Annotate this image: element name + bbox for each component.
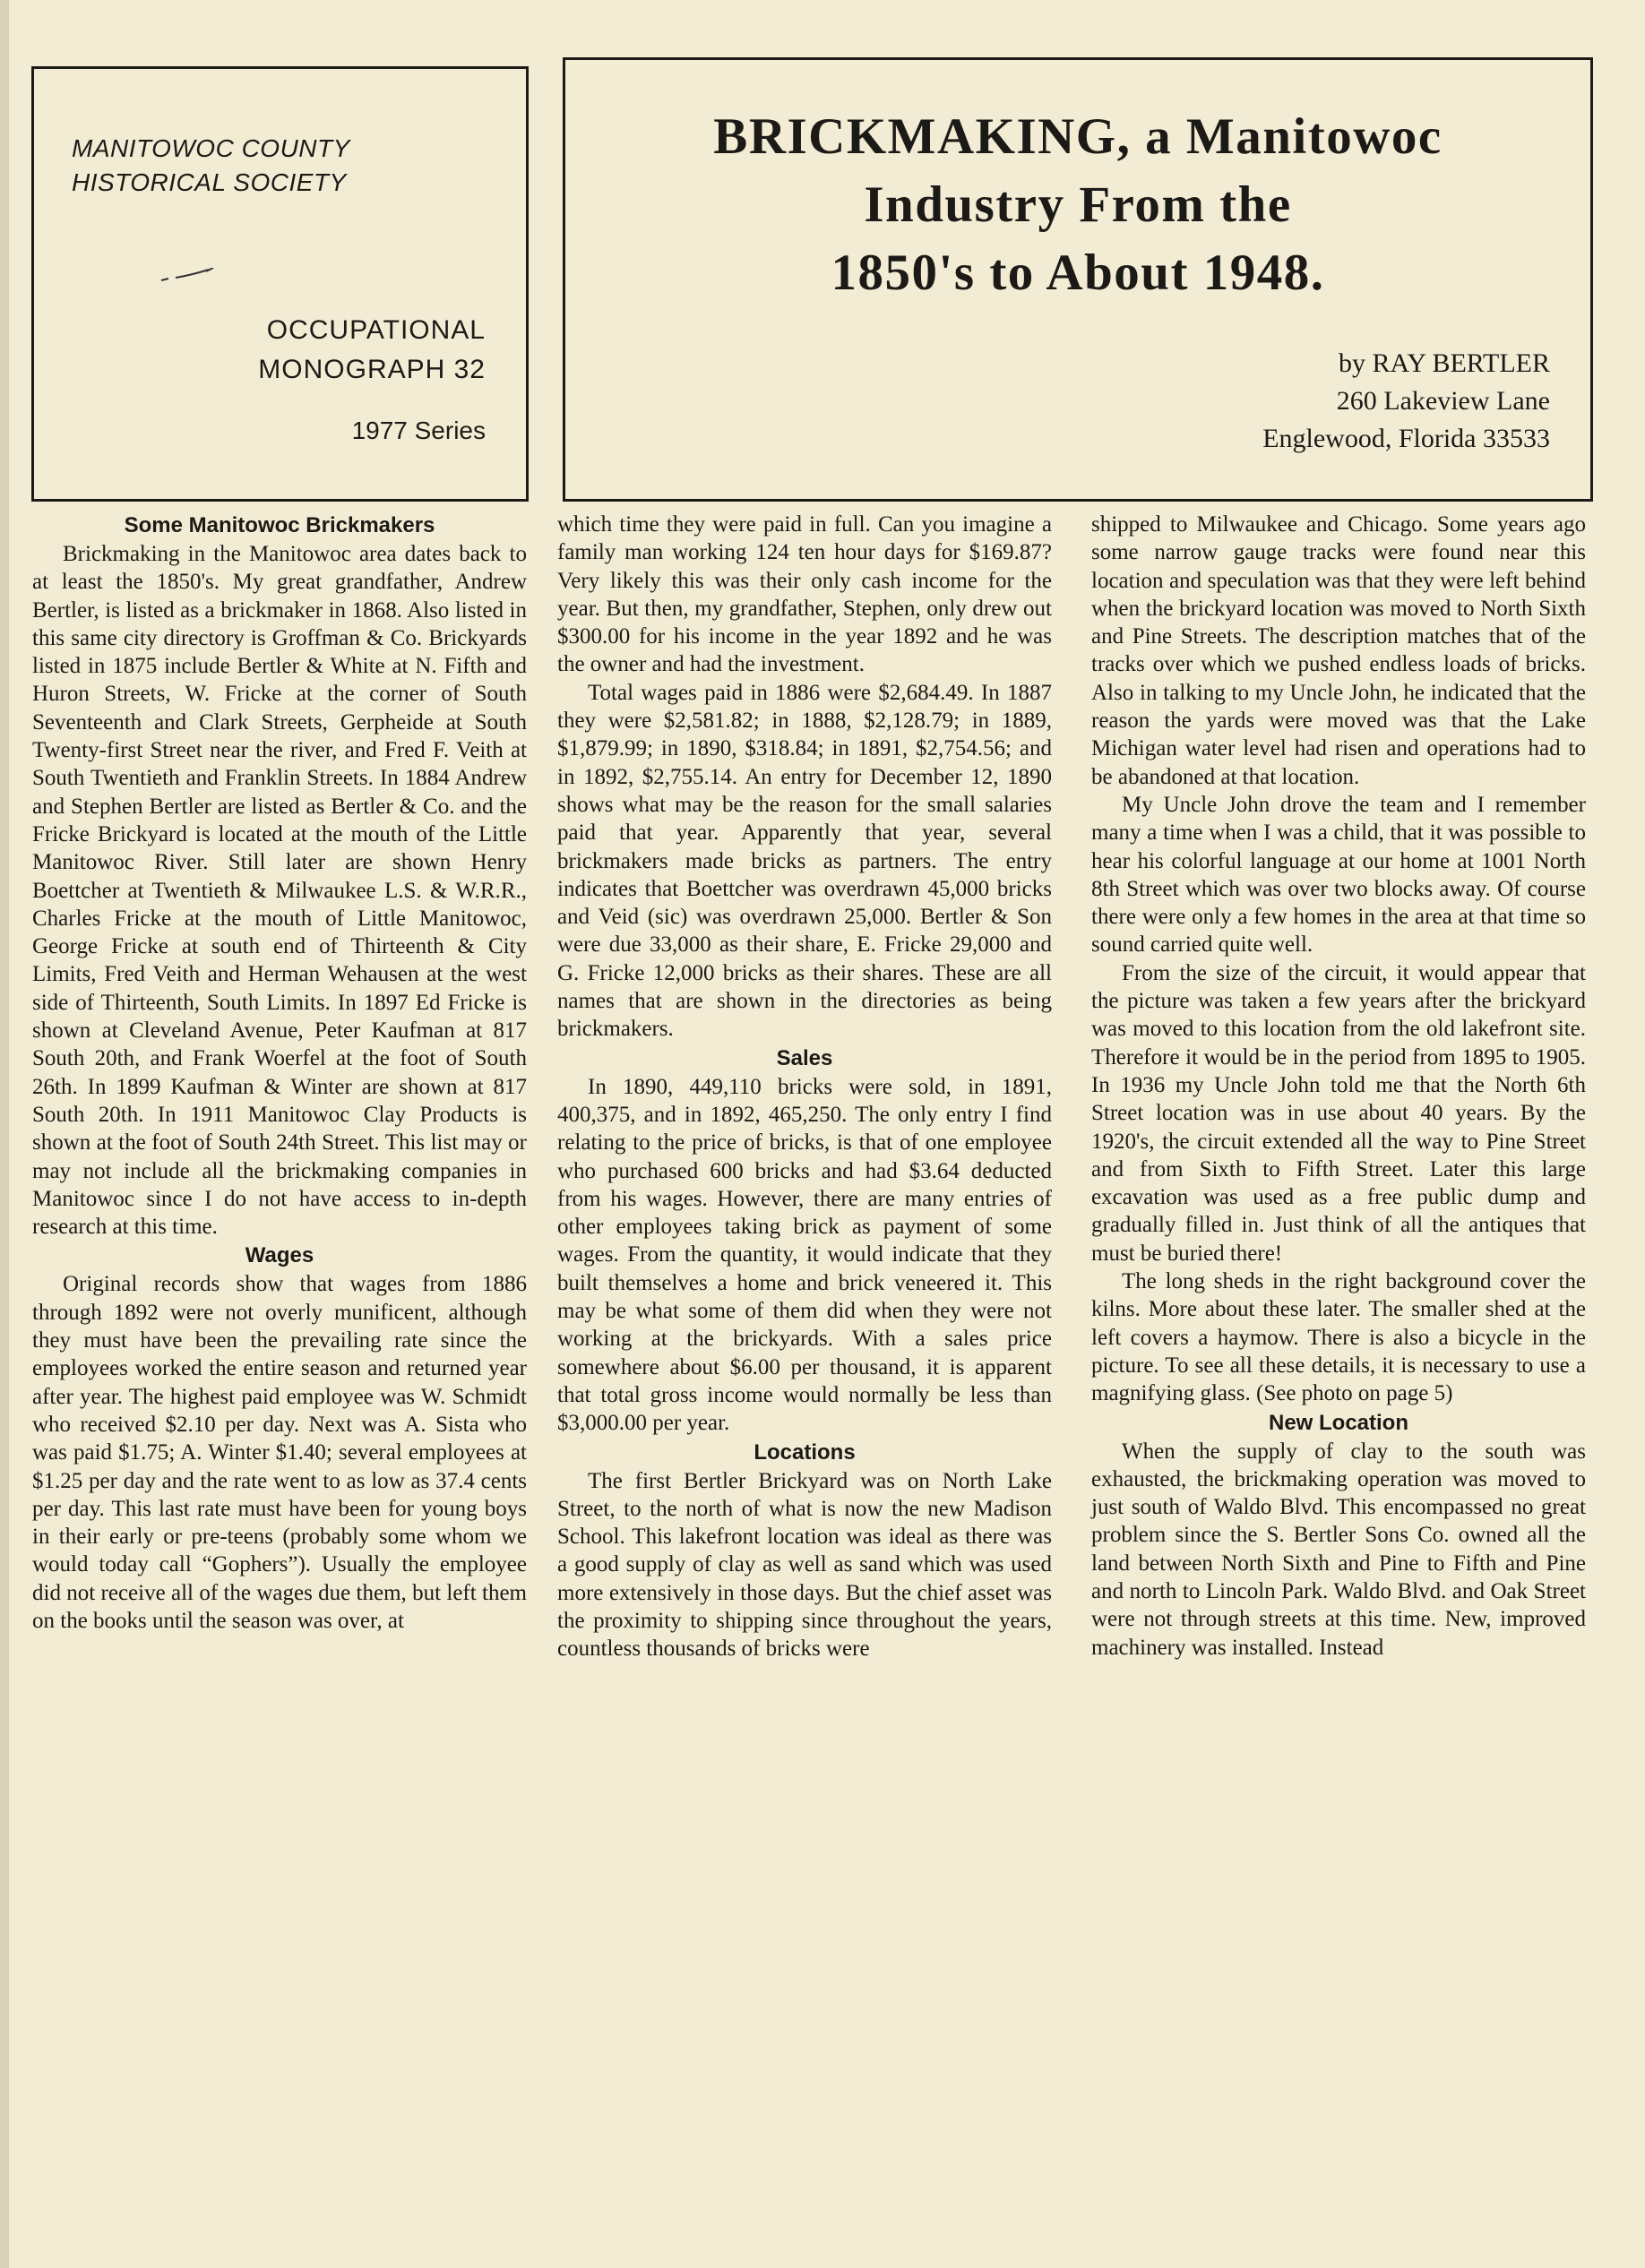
society-name [72,132,350,200]
title-box [563,57,1593,502]
paragraph: My Uncle John drove the team and I remember many a time when I was a child, that it was possible to hear his colorful language at our home at 1001 North 8th Street which was over two blocks away. Of course there were only a few homes in the area at that time so sound carried quite well. [1091,792,1586,958]
section-heading-wages: Wages [245,1243,314,1268]
paragraph: From the size of the circuit, it would appear that the picture was taken a few years after the brickyard was moved to this location from the old lakefront site. Therefore it would be in the period from 1895 to 1905. In 1936 my Uncle John told me that the North 6th Street location was in use about 40 years. By the 1920's, the circuit extended all the way to Pine Street and from Sixth to Fifth Street. Later this large excavation was used as a free public dump and gradually filled in. Just think of all the antiques that must be buried there! [1091,960,1586,1266]
section-heading-brickmakers: Some Manitowoc Brickmakers [124,513,435,537]
byline-author: by RAY BERTLER [1338,348,1550,378]
paragraph: Total wages paid in 1886 were $2,684.49. In 1887 they were $2,581.82; in 1888, $2,128.79; in 1889, $1,879.99; in 1890, $318.84; in 1891, $2,754.56; and in 1892, $2,755.14. An entry for December 12, 1890 shows what may be the reason for the small salaries paid that year. Apparently that year, several brickmakers made bricks as partners. The entry indicates that Boettcher was overdrawn 45,000 bricks and Veid (sic) was overdrawn 25,000. Bertler & Son were due 33,000 as their share, E. Fricke 29,000 and G. Fricke 12,000 bricks as their shares. These are all names that are shown in the directories as being brickmakers. [557,680,1052,1042]
monograph-line-1: OCCUPATIONAL [266,315,486,345]
paragraph: In 1890, 449,110 bricks were sold, in 1891, 400,375, and in 1892, 465,250. The only entry I find relating to the price of bricks, is that of one employee who purchased 600 bricks and had $3.64 deducted from his wages. However, there are many entries of other employees taking brick as payment of some wages. From the quantity, it would indicate that they built themselves a home and brick veneered it. This may be what some of them did when they were not working at the brickyards. With a sales price somewhere about $6.00 per thousand, it is apparent that total gross income would normally be less than $3,000.00 per year. [557,1074,1052,1436]
society-box [31,66,529,502]
society-line-2: HISTORICAL SOCIETY [72,168,347,196]
paragraph: When the supply of clay to the south was exhausted, the brickmaking operation was moved to just south of Waldo Blvd. This encompassed no great problem since the S. Bertler Sons Co. owned all the land between North Sixth and Pine to Fifth and Pine and north to Lincoln Park. Waldo Blvd. and Oak Street were not through streets at this time. New, improved machinery was installed. Instead [1091,1439,1586,1660]
byline-street: 260 Lakeview Lane [1336,386,1550,416]
article-title [565,103,1590,307]
section-heading-locations: Locations [754,1439,856,1465]
article-column-3 [1091,511,1586,1662]
paragraph: The first Bertler Brickyard was on North Lake Street, to the north of what is now the new Madison School. This lakefront location was ideal as there was a good supply of clay as well as sand which was used more extensively in those days. But the chief asset was the proximity to shipping since throughout the years, countless thousands of bricks were [557,1468,1052,1662]
title-line-1: BRICKMAKING, a Manitowoc [713,108,1443,165]
paragraph: Brickmaking in the Manitowoc area dates back to at least the 1850's. My great grandfather, Andrew Bertler, is listed as a brickmaker in 1868. Also listed in this same city directory is Groffman & Co. Brickyards listed in 1875 include Bertler & White at N. Fifth and Huron Streets, W. Fricke at the corner of South Seventeenth and Clark Streets, Gerpheide at South Twenty-first Street near the river, and Fred F. Veith at South Twentieth and Franklin Streets. In 1884 Andrew and Stephen Bertler are listed as Bertler & Co. and the Fricke Brickyard is located at the mouth of the Little Manitowoc River. Still later are shown Henry Boettcher at Twentieth & Milwaukee L.S. & W.R.R., Charles Fricke at the mouth of Little Manitowoc, George Fricke at south end of Thirteenth & City Limits, Fred Veith and Herman Wehausen at the west side of Thirteenth, South Limits. In 1897 Ed Fricke is shown at Cleveland Avenue, Peter Kaufman at 817 South 20th, and Frank Woerfel at the foot of South 26th. In 1899 Kaufman & Winter are shown at 817 South 20th. In 1911 Manitowoc Clay Products is shown at the foot of South 24th Street. This list may or may not include all the brickmaking companies in Manitowoc since I do not have access to in-depth research at this time. [32,542,527,1240]
paragraph: Original records show that wages from 1886 through 1892 were not overly munificent, although they must have been the prevailing rate since the employees worked the entire season and returned year after year. The highest paid employee was W. Schmidt who received $2.10 per day. Next was A. Sista who was paid $1.75; A. Winter $1.40; several employees at $1.25 per day and the rate went to as low as 37.4 cents per day. This last rate must have been for young boys in their early or pre-teens (probably some whom we would today call “Gophers”). Usually the employee did not receive all of the wages due them, but left them on the books until the season was over, at [32,1272,527,1633]
society-line-1: MANITOWOC COUNTY [72,134,350,162]
paragraph: which time they were paid in full. Can you imagine a family man working 124 ten hour days for $169.87? Very likely this was their only cash income for the year. But then, my grandfather, Stephen, only drew out $300.00 for his income in the year 1892 and he was the owner and had the investment. [557,512,1052,677]
paragraph: shipped to Milwaukee and Chicago. Some years ago some narrow gauge tracks were found near this location and speculation was that they were left behind when the brickyard location was moved to North Sixth and Pine Streets. The description matches that of the tracks over which we pushed endless loads of bricks. Also in talking to my Uncle John, he indicated that the reason the yards were moved was that the Lake Michigan water level had risen and operations had to be abandoned at that location. [1091,512,1586,789]
pen-mark [159,268,222,286]
author-byline [1262,345,1550,458]
monograph-line-2: MONOGRAPH 32 [258,355,486,384]
title-line-2: Industry From the [864,176,1292,233]
title-line-3: 1850's to About 1948. [831,245,1325,301]
monograph-label [258,311,486,390]
paragraph: The long sheds in the right background cover the kilns. More about these later. The smaller shed at the left covers a haymow. There is also a bicycle in the picture. To see all these details, it is necessary to use a magnifying glass. (See photo on page 5) [1091,1269,1586,1406]
section-heading-sales: Sales [776,1045,833,1070]
page-spine-edge [0,0,9,2268]
byline-city: Englewood, Florida 33533 [1262,424,1550,453]
article-column-2 [557,511,1052,1663]
section-heading-new-location: New Location [1268,1410,1408,1435]
article-column-1 [32,511,527,1635]
series-label: 1977 Series [351,417,486,444]
